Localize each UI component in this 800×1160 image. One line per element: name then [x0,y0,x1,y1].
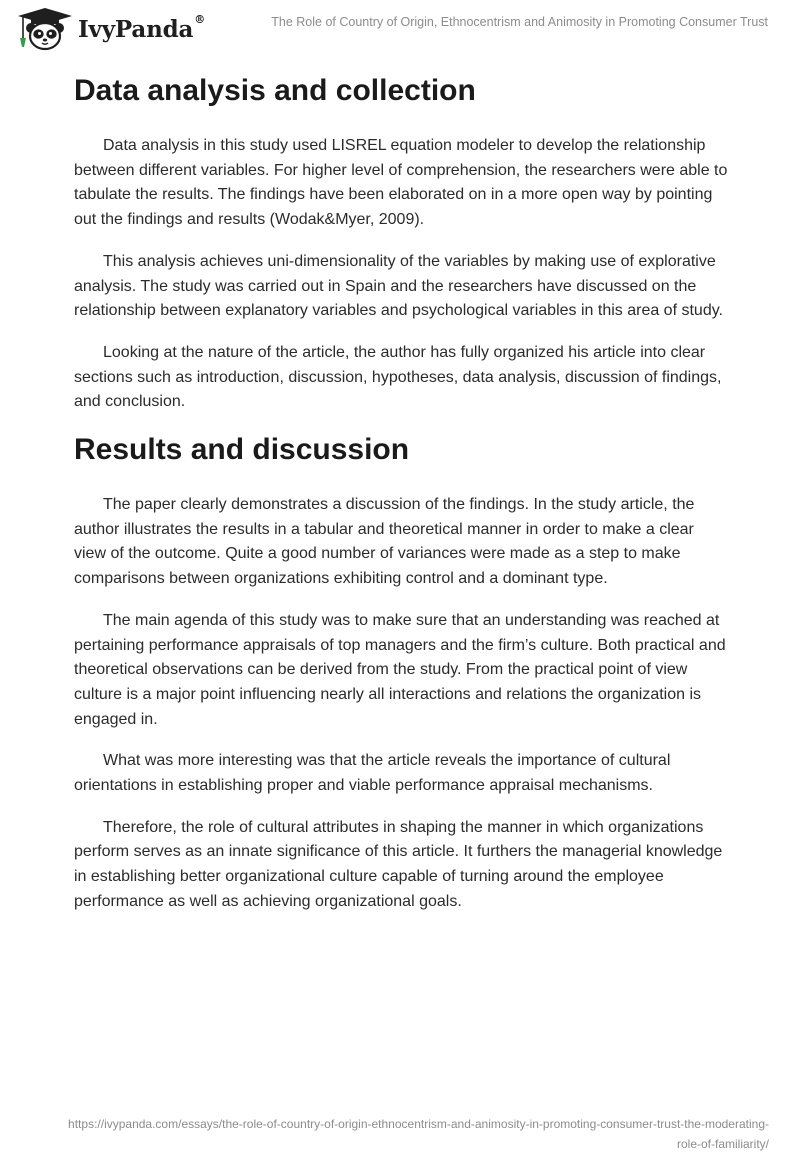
paragraph: Therefore, the role of cultural attributes in shaping the manner in which organizations perform serves as an innate significance of this article. It furthers the managerial knowledge in establishing better organizational culture capable of turning around the employee performance as well as achieving organizational goals. [74,818,723,910]
ivypanda-logo[interactable] [14,7,205,51]
section-heading-data-analysis: Data analysis and collection [74,74,476,107]
page-header [0,0,800,60]
paragraph: The main agenda of this study was to make sure that an understanding was reached at pertaining performance appraisals of top managers and the firm’s culture. Both practical and theoretical observations can be derived from the study. From the practical point of view culture is a major point influencing nearly all interactions and relations the organization is engaged in. [74,611,726,728]
document-title: The Role of Country of Origin, Ethnocentrism and Animosity in Promoting Consumer Trust [271,15,768,29]
paragraph: What was more interesting was that the article reveals the importance of cultural orientations in establishing proper and viable performance appraisal mechanisms. [74,752,671,795]
section-heading-results: Results and discussion [74,433,410,467]
source-url-footer[interactable] [29,1114,769,1154]
paragraph: Data analysis in this study used LISREL equation modeler to develop the relationship between different variables. For higher level of comprehension, the researchers were able to tabulate the results. The findings have been elaborated on in a more open way by pointing out the findings and results (Wodak&Myer, 2009). [74,137,728,229]
paragraph: Looking at the nature of the article, the author has fully organized his article into clear sections such as introduction, discussion, hypotheses, data analysis, discussion of findings, and conclusion. [74,343,722,411]
paragraph: The paper clearly demonstrates a discussion of the findings. In the study article, the author illustrates the results in a tabular and theoretical manner in order to make a clear view of the outcome. Quite a good number of variances were made as a step to make comparisons between organizations exhibiting control and a dominant type. [74,496,695,588]
essay-content [74,68,730,915]
panda-graduate-icon [14,7,76,51]
source-url-line-2: role-of-familiarity/ [676,1137,769,1151]
source-url-line-1: https://ivypanda.com/essays/the-role-of-country-of-origin-ethnocentrism-and-animosity-in-promoting-consumer-trust-the-moderating- [68,1117,769,1131]
logo-wordmark: IvyPanda® [78,12,205,43]
paragraph: This analysis achieves uni-dimensionality of the variables by making use of explorative analysis. The study was carried out in Spain and the researchers have discussed on the relationship between explanatory variables and psychological variables in this area of study. [74,252,723,320]
